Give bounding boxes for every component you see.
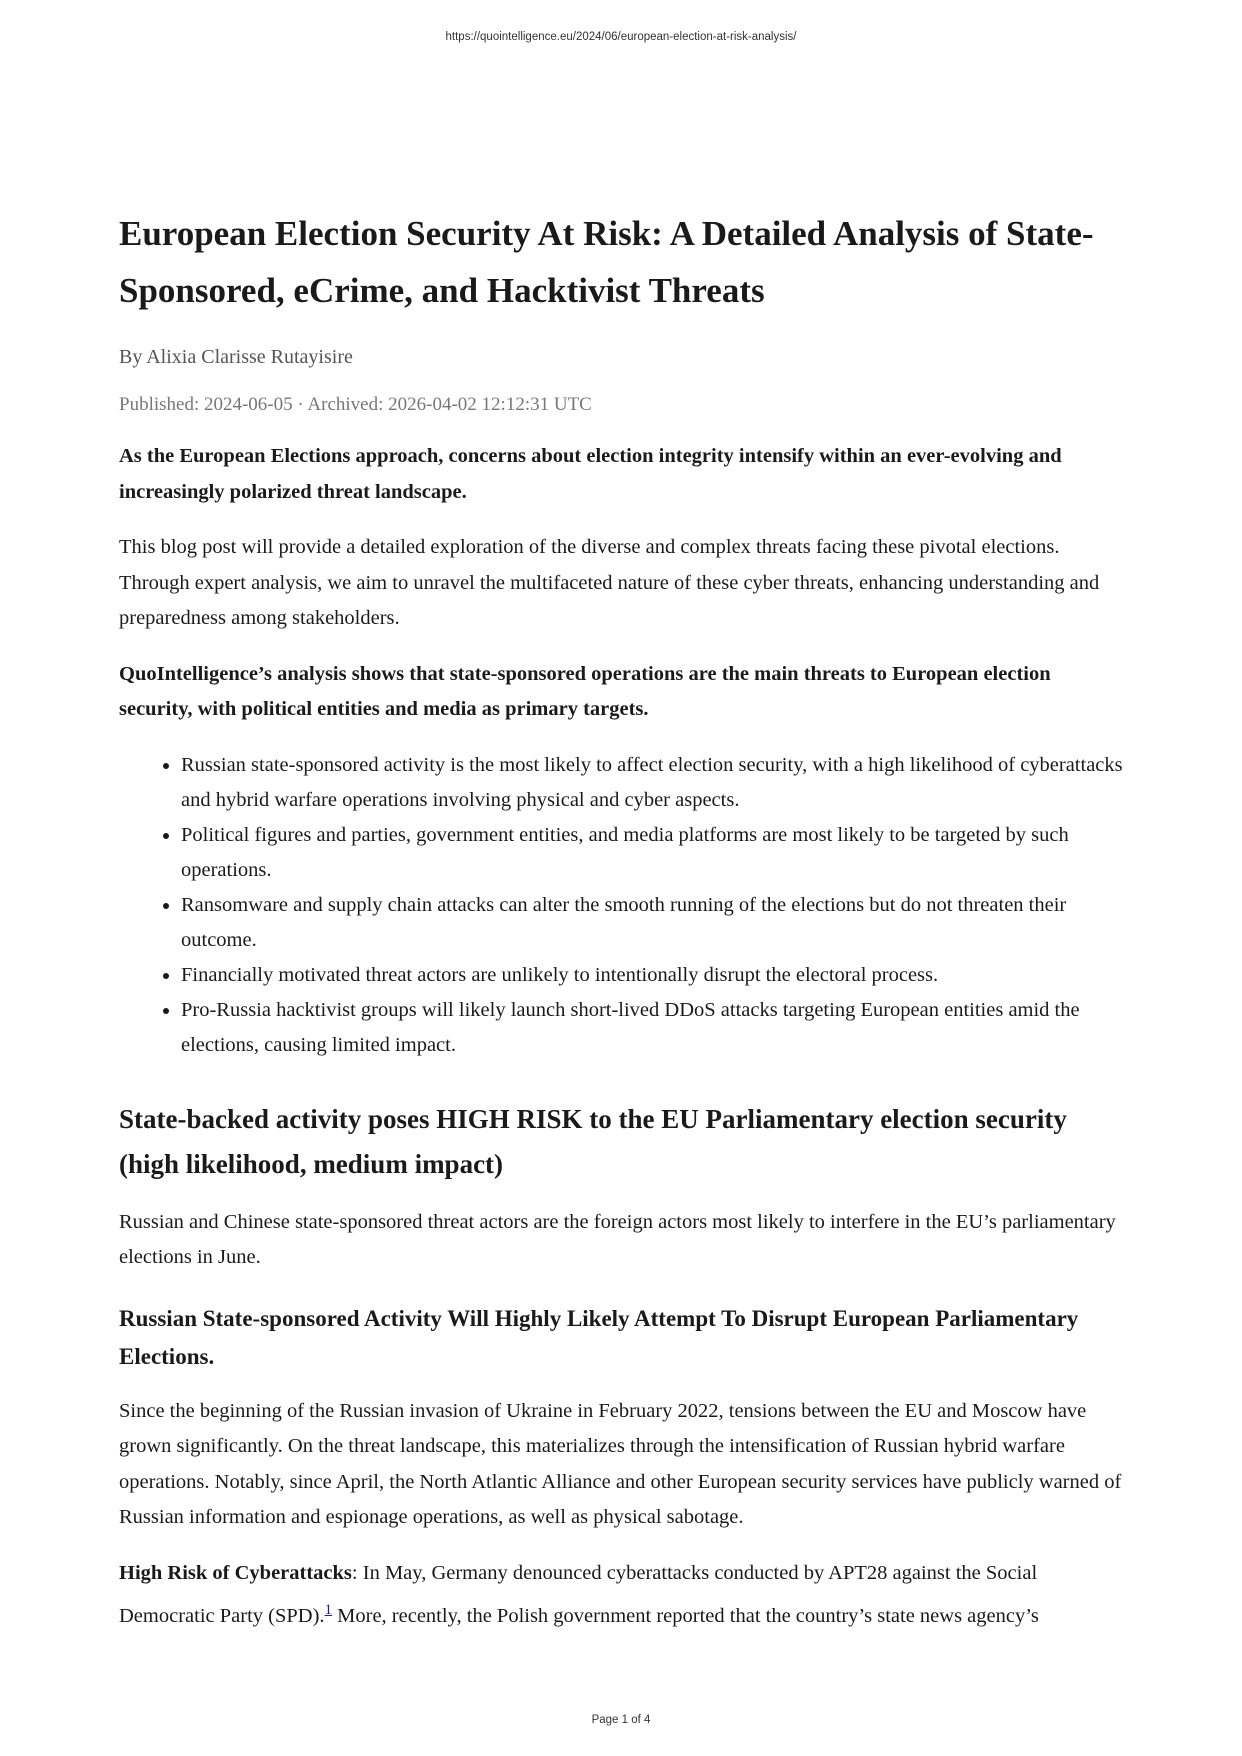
list-item: • Russian state-sponsored activity is the most likely to affect election security, with a high likelihood of cyberattacks and hybrid warfare operations involving physical and cyber aspects.: [181, 748, 1129, 818]
risk-text: : In May, Germany denounced cyberattacks conducted by APT28 against the Social Democratic Party (SPD).: [119, 1561, 1038, 1627]
cyberattack-risk-paragraph: [119, 1556, 1129, 1635]
footnote-link[interactable]: 1: [324, 1602, 333, 1618]
article: [119, 205, 1129, 1654]
footnote-ref: [325, 1599, 333, 1618]
analysis-summary: QuoIntelligence’s analysis shows that state-sponsored operations are the main threats to European election security, with political entities and media as primary targets.: [119, 662, 1051, 720]
source-url: https://quointelligence.eu/2024/06/european-election-at-risk-analysis/: [445, 31, 797, 43]
subsection-paragraph: Since the beginning of the Russian invasion of Ukraine in February 2022, tensions between the EU and Moscow have grown significantly. On the threat landscape, this materializes through the intensification of Russian hybrid warfare operations. Notably, since April, the North Atlantic Alliance and other European security services have publicly warned of Russian information and espionage operations, as well as physical sabotage.: [119, 1399, 1122, 1528]
section-paragraph: Russian and Chinese state-sponsored threat actors are the foreign actors most likely to interfere in the EU’s parliamentary elections in June.: [119, 1210, 1116, 1268]
list-item: • Financially motivated threat actors are unlikely to intentionally disrupt the electoral process.: [181, 958, 1129, 993]
section-heading: State-backed activity poses HIGH RISK to the EU Parliamentary election security (high likelihood, medium impact): [119, 1103, 1067, 1179]
risk-text-continued: More, recently, the Polish government reported that the country’s state news agency’s: [332, 1604, 1039, 1627]
intro-paragraph: This blog post will provide a detailed exploration of the diverse and complex threats facing these pivotal elections. Through expert analysis, we aim to unravel the multifaceted nature of these cyber threats, enhancing understanding and preparedness among stakeholders.: [119, 536, 1100, 629]
publish-meta: Published: 2024-06-05 · Archived: 2026-04-02 12:12:31 UTC: [119, 394, 592, 415]
lead-paragraph: As the European Elections approach, concerns about election integrity intensify within an ever-evolving and increasingly polarized threat landscape.: [119, 445, 1062, 503]
page-number: Page 1 of 4: [591, 1714, 651, 1726]
article-title: European Election Security At Risk: A Detailed Analysis of State-Sponsored, eCrime, and Hacktivist Threats: [119, 214, 1094, 310]
author-byline: By Alixia Clarisse Rutayisire: [119, 346, 353, 368]
list-item: • Pro-Russia hacktivist groups will likely launch short-lived DDoS attacks targeting European entities amid the elections, causing limited impact.: [181, 993, 1129, 1063]
list-item: • Ransomware and supply chain attacks can alter the smooth running of the elections but do not threaten their outcome.: [181, 888, 1129, 958]
list-item: • Political figures and parties, government entities, and media platforms are most likely to be targeted by such operations.: [181, 818, 1129, 888]
risk-label: High Risk of Cyberattacks: [119, 1561, 352, 1584]
subsection-heading: Russian State-sponsored Activity Will Highly Likely Attempt To Disrupt European Parliamentary Elections.: [119, 1305, 1079, 1369]
key-findings-list: [119, 748, 1129, 1063]
